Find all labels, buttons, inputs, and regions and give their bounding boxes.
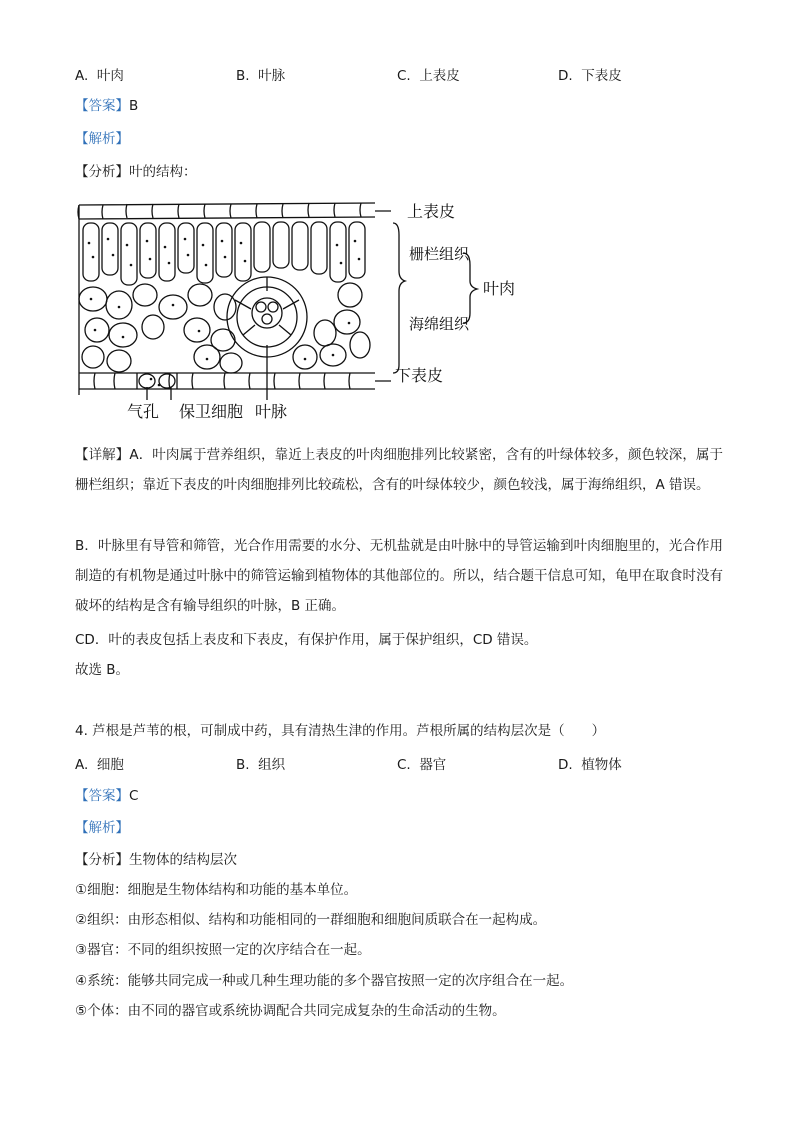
label-lower-epidermis: 下表皮 [395, 366, 444, 385]
answer-tag: 【答案】 [75, 98, 129, 114]
q3-option-d: D. 下表皮 [558, 68, 622, 84]
q3-detail-a: 【详解】A．叶肉属于营养组织，靠近上表皮的叶肉细胞排列比较紧密，含有的叶绿体较多，颜色较深，属于栅栏组织；靠近下表皮的叶肉细胞排列比较疏松，含有的叶绿体较少，颜色较浅，属于海绵组织，A 错误。 [75, 447, 724, 493]
q3-fenxi: 【分析】叶的结构： [75, 164, 197, 180]
q3-conclusion: 故选 B。 [75, 662, 130, 678]
q4-point-1: ①细胞：细胞是生物体结构和功能的基本单位。 [75, 882, 358, 898]
q3-option-a: A. 叶肉 [75, 68, 124, 84]
label-mesophyll: 叶肉 [483, 279, 516, 298]
q3-option-b: B. 叶脉 [236, 68, 286, 84]
label-stoma: 气孔 [127, 402, 160, 421]
q4-point-5: ⑤个体：由不同的器官或系统协调配合共同完成复杂的生命活动的生物。 [75, 1003, 506, 1019]
q3-option-c: C. 上表皮 [397, 68, 460, 84]
q3-answer: 【答案】B [75, 98, 139, 114]
q4-fenxi: 【分析】生物体的结构层次 [75, 852, 237, 868]
q3-detail-cd: CD．叶的表皮包括上表皮和下表皮，有保护作用，属于保护组织，CD 错误。 [75, 632, 538, 648]
q4-point-2: ②组织：由形态相似、结构和功能相同的一群细胞和细胞间质联合在一起构成。 [75, 912, 547, 928]
q4-point-3: ③器官：不同的组织按照一定的次序结合在一起。 [75, 942, 371, 958]
cell-dots [88, 238, 361, 387]
label-upper-epidermis: 上表皮 [407, 202, 456, 221]
q3-detail-b: B．叶脉里有导管和筛管，光合作用需要的水分、无机盐就是由叶脉中的导管运输到叶肉细胞里的，光合作用制造的有机物是通过叶脉中的筛管运输到植物体的其他部位的。所以，结合题干信息可知，龟甲在取食时没有破坏的结构是含有输导组织的叶脉，B 正确。 [75, 538, 723, 614]
q3-analysis: 【解析】 [75, 131, 129, 147]
q4-stem: 4. 芦根是芦苇的根，可制成中药，具有清热生津的作用。芦根所属的结构层次是（ ） [75, 723, 606, 739]
label-vein: 叶脉 [255, 402, 288, 421]
leaf-structure-figure [75, 195, 545, 427]
label-spongy: 海绵组织 [409, 315, 470, 333]
label-guard-cell: 保卫细胞 [179, 402, 244, 421]
label-palisade: 栅栏组织 [409, 245, 470, 263]
q4-point-4: ④系统：能够共同完成一种或几种生理功能的多个器官按照一定的次序组合在一起。 [75, 973, 574, 989]
q4-analysis: 【解析】 [75, 820, 129, 836]
q4-option-a: A. 细胞 [75, 757, 124, 773]
q4-answer: 【答案】C [75, 788, 139, 804]
q4-option-d: D. 植物体 [558, 757, 622, 773]
q4-option-b: B. 组织 [236, 757, 286, 773]
q4-option-c: C. 器官 [397, 757, 447, 773]
